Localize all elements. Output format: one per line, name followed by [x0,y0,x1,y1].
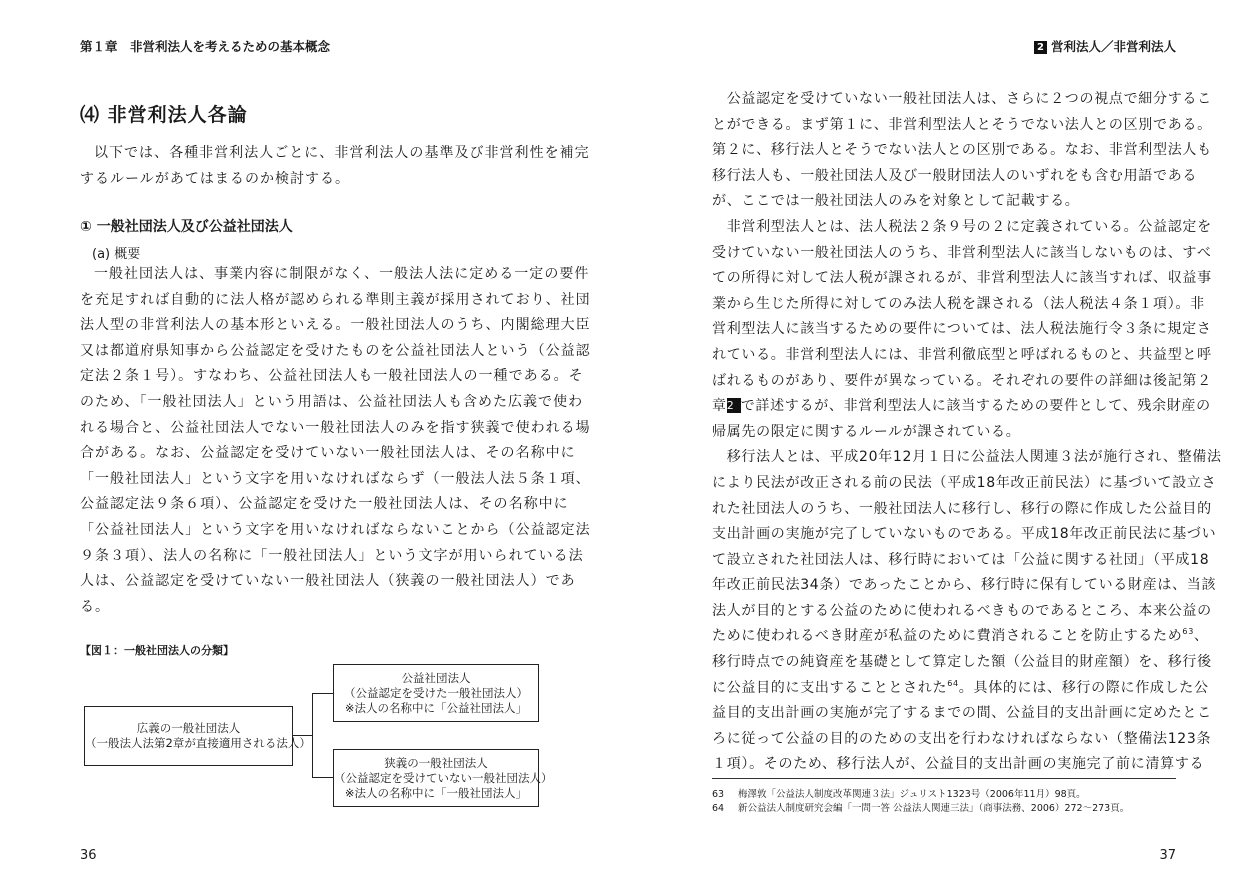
text-fragment: に公益目的に支出することとされた [712,679,948,696]
box-line: 狭義の一般社団法人 [384,755,488,770]
text-line: 定法２条１号）。すなわち、公益社団法人も一般社団法人の一種である。そ [80,368,584,385]
text-line [712,624,1209,650]
text-line: 第２に、移行法人とそうでない法人との区別である。なお、非営利型法人も [712,142,1212,159]
right-page [628,0,1256,892]
footnote-number: 63 [712,789,725,800]
text-fragment: 章 [712,398,727,415]
text-line: 又は都道府県知事から公益認定を受けたものを公益社団法人という（公益認 [80,342,591,359]
text-line: 業から生じた所得に対してのみ法人税を課される（法人税法４条１項）。非 [712,295,1205,312]
footnote-ref[interactable]: 64 [947,678,959,688]
text-line: ばれるものがあり、要件が異なっている。それぞれの要件の詳細は後記第２ [712,372,1212,389]
text-line: が、ここでは一般社団法人のみを対象として記載する。 [712,193,1080,210]
page-number-right: 37 [1159,848,1176,863]
text-line: 公益認定を受けていない一般社団法人は、さらに２つの視点で細分するこ [712,91,1212,107]
text-line: 益目的支出計画の実施が完了するまでの間、公益目的支出計画に定めたとこ [712,705,1212,722]
text-line: 「公益社団法人」という文字を用いなければならないことから（公益認定法 [80,521,591,538]
text-line: 移行法人とは、平成20年12月１日に公益法人関連３法が施行され、整備法 [712,449,1222,466]
body-text-right [712,87,1222,778]
text-line: するルールがあてはまるのか検討する。 [80,170,351,187]
figure-caption: 【図１：一般社団法人の分類】 [80,644,234,657]
footnote-text: 梅澤敦「公益法人制度改革関連３法」ジュリスト1323号（2006年11月）98頁。 [738,789,1086,800]
footnote-number: 64 [712,803,725,814]
text-line: 「一般社団法人」という文字を用いなければならず（一般法人法５条１項、 [80,470,591,487]
text-line: ての所得に対して法人税が課されるが、非営利型法人に該当すれば、収益事 [712,270,1212,287]
text-line: 移行時点での純資産を基礎として算定した額（公益目的財産額）を、移行後 [712,654,1212,671]
footnote-text: 新公益法人制度研究会編「一問一答 公益法人関連三法」（商事法務、2006）272〜273頁。 [738,803,1130,814]
text-line: 合がある。なお、公益認定を受けていない一般社団法人は、その名称中に [80,445,576,462]
text-fragment: で詳述するが、非営利型法人に該当するための要件として、残余財産の [740,398,1211,415]
footnote [712,788,1129,802]
text-line: 法人型の非営利法人の基本形といえる。一般社団法人のうち、内閣総理大臣 [80,317,591,334]
text-line: 年改正前民法34条）であったことから、移行時に保有している財産は、当該 [712,577,1217,594]
text-line: 一般社団法人は、事業内容に制限がなく、一般法人法に定める一定の要件 [94,266,590,282]
box-line: ※法人の名称中に「一般社団法人」 [344,785,528,800]
running-head-left: 第１章 非営利法人を考えるための基本概念 [80,39,331,54]
figure-root-box [84,706,311,766]
connector-line [312,693,333,694]
footnote-rule [712,778,1176,779]
text-line: とができる。まず第１に、非営利型法人とそうでない法人との区別である。 [712,116,1212,133]
footnotes [712,788,1129,816]
text-line [712,394,1211,420]
text-line: 営利型法人に該当するための要件については、法人税法施行令３条に規定さ [712,321,1212,338]
box-line: （公益認定を受けていない一般社団法人） [334,770,553,785]
connector-line [312,777,333,778]
text-line: 以下では、各種非営利法人ごとに、非営利法人の基準及び非営利性を補完 [94,145,590,161]
text-line: れている。非営利型法人には、非営利徹底型と呼ばれるものと、共益型と呼 [712,346,1212,363]
subsubheading: (a) 概要 [92,247,141,262]
box-line: 広義の一般社団法人 [136,721,241,735]
text-line: により民法が改正される前の民法（平成18年改正前民法）に基づいて設立さ [712,474,1217,491]
section-heading: ⑷ 非営利法人各論 [80,104,248,126]
box-line: ※法人の名称中に「公益社団法人」 [344,700,528,715]
intro-paragraph [80,141,590,192]
figure-bottom-box [333,749,553,807]
text-line: 非営利型法人とは、法人税法２条９号の２に定義されている。公益認定を [712,218,1212,235]
page-number-left: 36 [80,848,97,863]
text-line: れた社団法人のうち、一般社団法人に移行し、移行の際に作成した公益目的 [712,500,1212,517]
figure-top-box [333,664,539,722]
text-line: 受けていない一般社団法人のうち、非営利型法人に該当しないものは、すべ [712,244,1212,261]
text-line: 帰属先の限定に関するルールが課されている。 [712,423,1021,440]
running-head-right [1034,37,1176,55]
text-fragment: ために使われるべき財産が私益のために費消されることを防止するため [712,628,1183,645]
text-line: ９条３項）、法人の名称に「一般社団法人」という文字が用いられている法 [80,547,584,564]
text-line: れる場合と、公益社団法人でない一般社団法人のみを指す狭義で使われる場 [80,419,591,436]
footnote [712,802,1129,816]
text-fragment: 。具体的には、移行の際に作成した公 [958,679,1209,696]
text-line [712,676,1209,702]
text-line: 支出計画の実施が完了していないものである。平成18年改正前民法に基づい [712,526,1217,543]
text-line: 法人が目的とする公益のために使われるべきものであるところ、本来公益の [712,602,1212,619]
box-line: （公益認定を受けた一般社団法人） [344,685,528,700]
running-head-text: 営利法人／非営利法人 [1050,39,1176,54]
text-line: 移行法人も、一般社団法人及び一般財団法人のいずれをも含む用語である [712,167,1198,184]
text-line: 公益認定法９条６項）、公益認定を受けた一般社団法人は、その名称中に [80,496,569,513]
text-fragment: 、 [1194,628,1209,645]
footnote-ref[interactable]: 63 [1182,627,1194,637]
box-line: （一般法人法第2章が直接適用される法人） [85,736,311,750]
box-line: 公益社団法人 [401,670,471,685]
chapter-badge-inline: 2 [727,398,741,413]
text-line: る。 [80,598,111,615]
subheading: ① 一般社団法人及び公益社団法人 [80,219,293,235]
text-line: ろに従って公益の目的のための支出を行わなければならない（整備法123条 [712,730,1212,747]
text-line: のため、「一般社団法人」という用語は、公益社団法人も含めた広義で使わ [80,393,584,410]
text-line: て設立された社団法人は、移行時においては「公益に関する社団」（平成18 [712,551,1210,568]
chapter-badge: 2 [1034,41,1047,54]
text-line: を充足すれば自動的に法人格が認められる準則主義が採用されており、社団 [80,291,591,308]
text-line: 人は、公益認定を受けていない一般社団法人（狭義の一般社団法人）であ [80,573,576,590]
connector-line [293,735,312,736]
connector-line [312,693,313,777]
text-line: １項）。そのため、移行法人が、公益目的支出計画の実施完了前に清算する [712,756,1205,773]
body-paragraph [80,262,591,620]
